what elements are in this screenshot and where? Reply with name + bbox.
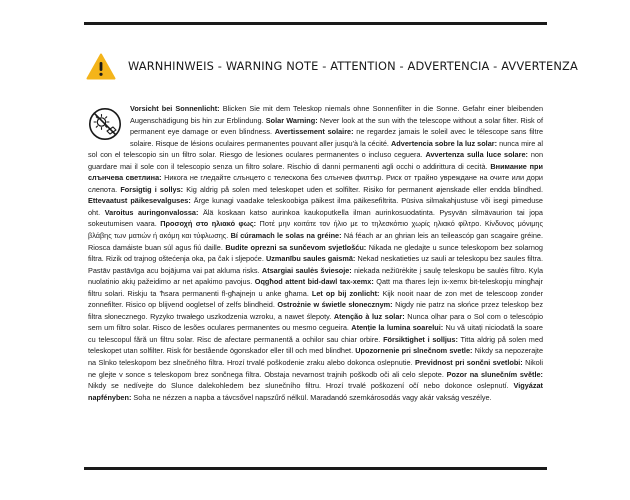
warning-label: Atenție la lumina soarelui: [351,323,444,333]
warning-sentence: Qatt ma tħares lejn ix-xemx bit-teleskopju mingħajr filtru solari. Riskju ta 'ħsara permanenti fl-għajnejn u anke għama. [88,277,543,298]
bottom-rule [84,467,547,470]
warning-title: WARNHINWEIS - WARNING NOTE - ATTENTION - ADVERTENCIA - AVVERTENZA [128,59,578,73]
warning-label: Forsigtig i sollys: [120,184,184,194]
warning-sentence: Ná féach ar an ghrian leis an teileascóp gan scagaire gréine. Riosca damáiste buan súl agus fiú daille. [88,231,543,252]
top-rule [84,22,547,25]
warning-sentence: Nikoli ne glejte v sonce s teleskopom brez sončnega filtra. Obstaja nevarnost trajnih poškodb oči ali celo slepote. [88,358,543,379]
warning-label: Ettevaatust päikesevalguses: [88,196,191,206]
warning-label: Avertissement solaire: [274,127,354,137]
warning-label: Varoitus auringonvalossa: [104,207,199,217]
warning-triangle-icon [86,53,116,80]
warning-label: Försiktighet i solljus: [383,334,458,344]
warning-label: Atenção à luz solar: [333,311,405,321]
warning-label: Advertencia sobre la luz solar: [391,138,498,148]
warning-sentence: Blicken Sie mit dem Teleskop niemals ohne Sonnenfilter in die Sonne. Gefahr einer bleibenden Augenschädigung bis hin zur Erblindung. [130,104,543,125]
warning-sentence: niekada nežiūrėkite į saulę teleskopu be saulės filtro. Kyla nuolatinio akių pažeidimo ar net apakimo pavojus. [88,265,544,287]
warning-label: Vorsicht bei Sonnenlicht: [130,104,220,113]
warning-sentence: Nikdy se nedívejte do Slunce dalekohledem bez slunečního filtru. Hrozí trvalé poškození očí nebo dokonce oslepnutí. [88,381,514,391]
warning-sentence: Titta aldrig på solen med teleskopet utan solfilter. Risk för bestående ögonskador eller till och med blindhet. [88,334,543,356]
warning-heading [84,50,578,82]
no-sun-viewing-icon [88,107,122,141]
warning-sentence: Nekad neskatieties uz sauli ar teleskopu bez saules filtra. Pastāv pastāvīga acu bojājuma vai pat akluma risks. [88,254,544,275]
warning-sentence: Kig aldrig på solen med teleskopet uden et solfilter. Risiko for permanent øjenskade eller endda blindhed. [183,184,543,194]
warning-sentence: Never look at the sun with the telescope without a solar filter. Risk of permanent eye damage or even blindness. [130,115,543,137]
warning-sentence: nunca mire al sol con el telescopio sin un filtro solar. Riesgo de lesiones oculares permanentes o incluso ceguera. [88,138,543,160]
warning-sentence: Kijk nooit naar de zon met de telescoop zonder zonnefilter. Risico op blijvend oogletsel of zelfs blindheid. [88,288,543,310]
warning-sentence: Älä koskaan katso aurinkoa kaukoputkella ilman aurinkosuodatinta. Pysyvän silmävaurion tai jopa sokeutumisen vaara. [88,207,543,229]
warning-label: Pozor na slunečním světle: [446,369,543,379]
warning-sentence: Nikdy sa nepozerajte na Slnko teleskopom bez slnečného filtra. Hrozí trvalé poškodenie zraku alebo dokonca oslepnutie. [88,346,543,368]
warning-sentence: non guardare mai il sole con il telescopio senza un filtro solare. Rischio di danni permanenti agli occhi o addirittura di cecità. [88,150,544,171]
warning-label: Ostrożnie w świetle słonecznym: [277,300,393,310]
warning-label: Bí cúramach le solas na gréine: [230,231,342,241]
warning-label: Budite oprezni sa sunčevom svjetlošću: [225,242,367,252]
warning-label: Внимание при слънчева светлина: [88,161,543,183]
warning-sentence: Ποτέ μην κοιτάτε τον ήλιο με το τηλεσκόπιο χωρίς ηλιακό φίλτρο. Κίνδυνος μόνιμης βλάβης των ματιών ή ακόμη και τύφλωσης. [88,219,543,241]
warning-sentence: Nu vă uitați niciodată la soare cu telescopul fără un filtru solar. Risc de afectare permanentă a ochilor sau chiar orbire. [88,323,543,344]
warning-body [88,103,543,453]
warning-label: Solar Warning: [265,115,318,125]
warning-sentence: ne regardez jamais le soleil avec le télescope sans filtre solaire. Risque de lésions oculaires permanentes pouvant aller jusqu'à la cécité. [130,127,544,148]
warning-label: Προσοχή στο ηλιακό φως: [160,219,257,229]
warning-sentence: Никога не гледайте слънцето с телескопа без слънчев филтър. Риск от трайно увреждане на очите или дори слепота. [88,173,543,194]
warning-label: Atsargiai saulės šviesoje: [261,265,352,275]
warning-label: Let op bij zonlicht: [311,288,380,298]
warning-label: Oqgħod attent bid-dawl tax-xemx: [254,277,374,287]
warning-label: Uzmanību saules gaismā: [265,254,356,264]
warning-sentence: Ärge kunagi vaadake teleskoobiga päikest ilma päikesefiltrita. Püsiva silmakahjustuse või isegi pimeduse oht. [88,196,543,217]
warning-label: Vigyázat napfényben: [88,381,543,402]
warning-sentence: Nigdy nie patrz na słońce przez teleskop bez filtra słonecznego. Ryzyko trwałego uszkodzenia wzroku, a nawet ślepoty. [88,300,543,321]
warning-label: Avvertenza sulla luce solare: [425,150,528,160]
warning-sentence: Soha ne nézzen a napba a távcsővel napszűrő nélkül. Maradandó szemkárosodás vagy akár vakság veszélye. [131,392,492,402]
warning-sentence: Nunca olhar para o Sol com o telescópio sem um filtro solar. Risco de lesões oculares permanentes ou mesmo cegueira. [88,311,544,333]
warning-label: Previdnost pri sončni svetlobi: [414,358,523,368]
warning-text [88,103,543,403]
warning-label: Upozornenie pri slnečnom svetle: [355,346,473,356]
warning-sentence: Nikada ne gledajte u sunce teleskopom bez solarnog filtra. Rizik od trajnog oštećenja oka, pa čak i sljepoće. [88,242,543,264]
